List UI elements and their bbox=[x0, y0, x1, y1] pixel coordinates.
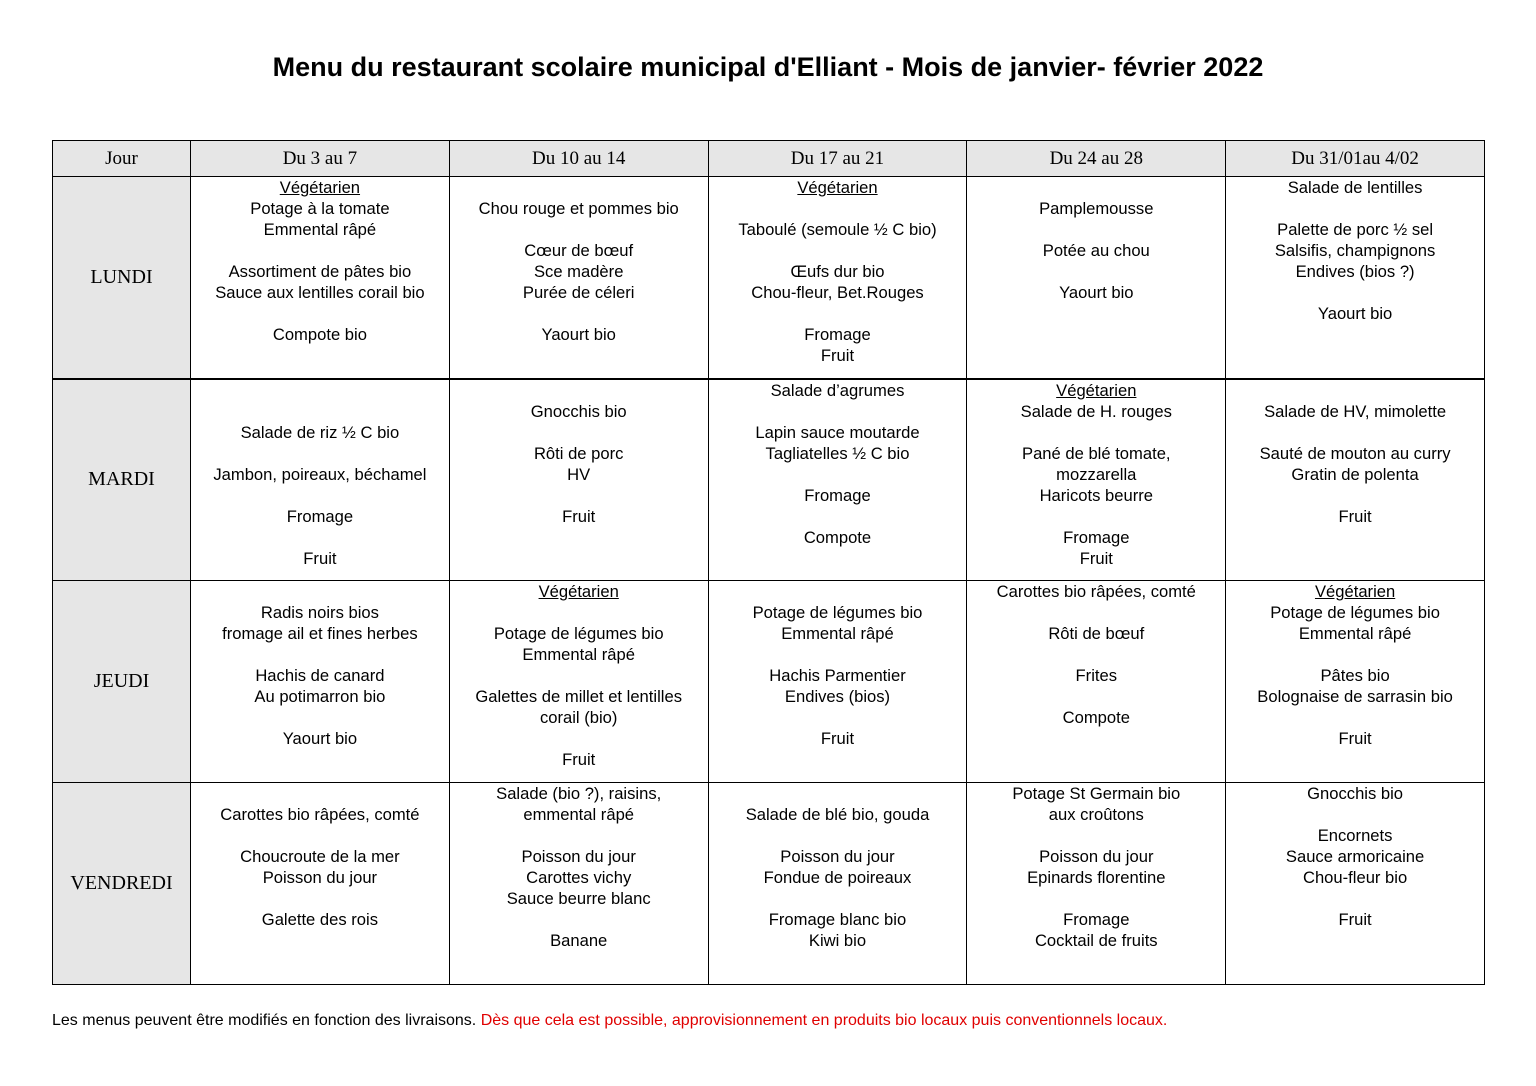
menu-line: Haricots beurre bbox=[1039, 485, 1153, 505]
menu-line: Rôti de bœuf bbox=[1048, 624, 1145, 643]
menu-line bbox=[709, 707, 967, 728]
vegetarian-label: Végétarien bbox=[797, 178, 878, 197]
menu-line: Cocktail de fruits bbox=[1034, 931, 1158, 950]
menu-line: Hachis Parmentier bbox=[769, 666, 906, 685]
menu-line bbox=[967, 888, 1225, 909]
menu-line bbox=[450, 219, 708, 240]
week-header: Du 31/01au 4/02 bbox=[1226, 141, 1485, 177]
menu-line: Fromage bbox=[1063, 910, 1130, 929]
menu-line bbox=[191, 825, 449, 846]
menu-line bbox=[709, 464, 967, 485]
menu-line: Potée au chou bbox=[1042, 241, 1150, 260]
menu-line: Yaourt bio bbox=[1317, 304, 1393, 323]
menu-line bbox=[709, 888, 967, 909]
menu-line: Potage de légumes bio bbox=[493, 624, 664, 643]
menu-line: Chou-fleur bio bbox=[1302, 868, 1408, 887]
menu-line: Cœur de bœuf bbox=[524, 241, 634, 260]
vegetarian-label: Végétarien bbox=[538, 582, 619, 601]
menu-line bbox=[191, 485, 449, 506]
menu-line: Jambon, poireaux, béchamel bbox=[213, 464, 427, 484]
menu-line: Compote bbox=[1062, 708, 1130, 727]
menu-cell bbox=[449, 177, 708, 379]
menu-line: Fruit bbox=[1079, 548, 1113, 568]
menu-line: Poisson du jour bbox=[262, 868, 378, 887]
menu-table bbox=[52, 140, 1485, 985]
week-header: Du 10 au 14 bbox=[449, 141, 708, 177]
week-header: Du 24 au 28 bbox=[967, 141, 1226, 177]
menu-line: Fruit bbox=[820, 729, 855, 748]
menu-line: Pamplemousse bbox=[1039, 199, 1154, 218]
menu-line: Pané de blé tomate, bbox=[1022, 443, 1171, 463]
menu-line: Emmental râpé bbox=[1298, 624, 1412, 643]
menu-line bbox=[1226, 707, 1484, 728]
menu-line: Potage St Germain bio bbox=[1012, 784, 1181, 803]
menu-line: Encornets bbox=[1317, 826, 1393, 845]
menu-line bbox=[709, 644, 967, 665]
menu-line bbox=[450, 728, 708, 749]
vegetarian-label: Végétarien bbox=[279, 178, 361, 197]
menu-line bbox=[967, 177, 1225, 198]
menu-line: Taboulé (semoule ½ C bio) bbox=[738, 220, 937, 239]
menu-line: Emmental râpé bbox=[263, 220, 377, 239]
menu-cell bbox=[1226, 581, 1485, 783]
menu-cell bbox=[967, 581, 1226, 783]
menu-line: Sce madère bbox=[533, 262, 624, 281]
menu-line bbox=[191, 707, 449, 728]
menu-line: Œufs dur bio bbox=[790, 262, 885, 281]
menu-line: Potage de légumes bio bbox=[1270, 603, 1440, 622]
menu-line: Fruit bbox=[562, 750, 596, 769]
menu-line: Carottes bio râpées, comté bbox=[996, 582, 1196, 601]
menu-line bbox=[967, 261, 1225, 282]
menu-line bbox=[450, 303, 708, 324]
menu-line: Compote bbox=[803, 527, 872, 547]
menu-cell bbox=[449, 379, 708, 581]
footer-note bbox=[52, 1012, 1167, 1030]
menu-line: mozzarella bbox=[1056, 464, 1137, 484]
menu-cell bbox=[191, 581, 450, 783]
menu-line: Fruit bbox=[1338, 729, 1372, 748]
menu-line bbox=[709, 506, 967, 527]
menu-line: Poisson du jour bbox=[1039, 847, 1154, 866]
menu-line bbox=[191, 240, 449, 261]
menu-line: Tagliatelles ½ C bio bbox=[765, 443, 910, 463]
menu-line: Radis noirs bios bbox=[260, 603, 379, 622]
menu-line: Sauce aux lentilles corail bio bbox=[215, 283, 425, 302]
menu-line: Endives (bios ?) bbox=[1295, 262, 1415, 281]
menu-line bbox=[191, 644, 449, 665]
menu-line: Emmental râpé bbox=[781, 624, 894, 643]
vegetarian-label: Végétarien bbox=[1314, 582, 1396, 601]
menu-line: Fromage bbox=[804, 485, 871, 505]
menu-line: Rôti de porc bbox=[533, 443, 624, 463]
menu-line bbox=[450, 422, 708, 443]
menu-line: Carottes bio râpées, comté bbox=[220, 805, 420, 824]
menu-line: Salade de blé bio, gouda bbox=[745, 805, 930, 824]
menu-line: fromage ail et fines herbes bbox=[222, 624, 418, 643]
menu-line bbox=[450, 665, 708, 686]
menu-line bbox=[967, 644, 1225, 665]
menu-cell bbox=[449, 581, 708, 783]
menu-line: Fondue de poireaux bbox=[763, 868, 912, 887]
menu-line: Sauté de mouton au curry bbox=[1259, 443, 1451, 463]
menu-line: Gratin de polenta bbox=[1291, 464, 1419, 484]
menu-line bbox=[709, 401, 967, 422]
menu-cell bbox=[1226, 177, 1485, 379]
day-row bbox=[53, 379, 1485, 581]
menu-line bbox=[967, 219, 1225, 240]
menu-line bbox=[709, 240, 967, 261]
menu-line: Fromage bbox=[286, 506, 354, 526]
menu-line bbox=[709, 303, 967, 324]
page-title: Menu du restaurant scolaire municipal d'Elliant - Mois de janvier- février 2022 bbox=[272, 52, 1264, 82]
footer-text: Les menus peuvent être modifiés en fonction des livraisons. bbox=[52, 1012, 481, 1029]
menu-line bbox=[450, 909, 708, 930]
menu-line bbox=[1226, 422, 1484, 443]
menu-line: Fruit bbox=[303, 548, 337, 568]
menu-line: Frites bbox=[1075, 666, 1118, 685]
menu-cell bbox=[967, 177, 1226, 379]
menu-line bbox=[450, 825, 708, 846]
menu-line: Assortiment de pâtes bio bbox=[228, 262, 412, 281]
menu-line: Sauce beurre blanc bbox=[506, 889, 651, 908]
menu-line: aux croûtons bbox=[1048, 805, 1144, 824]
menu-line: Hachis de canard bbox=[255, 666, 385, 685]
menu-line bbox=[709, 581, 967, 602]
menu-line: Gnocchis bio bbox=[1307, 784, 1404, 803]
header-row bbox=[53, 141, 1485, 177]
menu-cell bbox=[967, 379, 1226, 581]
menu-line: Sauce armoricaine bbox=[1285, 847, 1425, 866]
menu-line bbox=[709, 198, 967, 219]
menu-line bbox=[1226, 282, 1484, 303]
menu-line bbox=[967, 825, 1225, 846]
menu-line bbox=[1226, 198, 1484, 219]
menu-cell bbox=[191, 177, 450, 379]
menu-line: Chou rouge et pommes bio bbox=[478, 199, 679, 218]
menu-line: Salade de H. rouges bbox=[1020, 401, 1172, 421]
menu-cell bbox=[191, 783, 450, 985]
menu-line bbox=[191, 888, 449, 909]
menu-line: Fruit bbox=[820, 346, 855, 365]
menu-line bbox=[967, 602, 1225, 623]
day-label: LUNDI bbox=[53, 177, 191, 379]
menu-line: Salade (bio ?), raisins, bbox=[496, 784, 662, 803]
vegetarian-label: Végétarien bbox=[1056, 380, 1137, 400]
menu-line: Gnocchis bio bbox=[530, 401, 627, 421]
menu-line: Potage à la tomate bbox=[250, 199, 390, 218]
menu-line: Fromage bbox=[804, 325, 871, 344]
menu-line: Epinards florentine bbox=[1027, 868, 1166, 887]
menu-cell bbox=[708, 177, 967, 379]
menu-line: Yaourt bio bbox=[541, 325, 616, 344]
menu-line: Salade de lentilles bbox=[1287, 178, 1423, 197]
menu-line: Salade de HV, mimolette bbox=[1264, 401, 1447, 421]
menu-cell bbox=[708, 783, 967, 985]
menu-line: Emmental râpé bbox=[522, 645, 635, 664]
day-label: MARDI bbox=[53, 379, 191, 581]
menu-line bbox=[967, 686, 1225, 707]
footer-red-text: Dès que cela est possible, approvisionnement en produits bio locaux puis conventionnels locaux. bbox=[480, 1012, 1168, 1029]
menu-line: Salade de riz ½ C bio bbox=[240, 422, 400, 442]
menu-line: Banane bbox=[550, 931, 608, 950]
menu-cell bbox=[967, 783, 1226, 985]
menu-line: Salade d’agrumes bbox=[770, 380, 905, 400]
menu-cell bbox=[708, 581, 967, 783]
menu-line bbox=[191, 527, 449, 548]
menu-line bbox=[1226, 644, 1484, 665]
menu-line: Galette des rois bbox=[261, 910, 378, 929]
menu-line: Chou-fleur, Bet.Rouges bbox=[751, 283, 924, 302]
menu-line: Salsifis, champignons bbox=[1274, 241, 1436, 260]
menu-line bbox=[967, 422, 1225, 443]
menu-line bbox=[1226, 380, 1484, 401]
menu-line: Yaourt bio bbox=[1059, 283, 1134, 302]
menu-line: Fruit bbox=[1338, 910, 1372, 929]
menu-line: Bolognaise de sarrasin bio bbox=[1257, 687, 1453, 706]
day-row bbox=[53, 783, 1485, 985]
menu-line bbox=[709, 825, 967, 846]
week-header: Du 3 au 7 bbox=[191, 141, 450, 177]
menu-line: corail (bio) bbox=[539, 708, 618, 727]
menu-cell bbox=[191, 379, 450, 581]
day-row bbox=[53, 177, 1485, 379]
menu-line: Pâtes bio bbox=[1320, 666, 1390, 685]
menu-line: Carottes vichy bbox=[526, 868, 632, 887]
menu-cell bbox=[708, 379, 967, 581]
menu-line bbox=[191, 401, 449, 422]
menu-cell bbox=[1226, 783, 1485, 985]
menu-line bbox=[450, 177, 708, 198]
menu-line bbox=[191, 380, 449, 401]
menu-line bbox=[191, 581, 449, 602]
menu-line: Purée de céleri bbox=[522, 283, 635, 302]
menu-line: Palette de porc ½ sel bbox=[1277, 220, 1434, 239]
menu-line: Fruit bbox=[1338, 506, 1372, 526]
menu-line bbox=[450, 602, 708, 623]
day-column-header: Jour bbox=[53, 141, 191, 177]
menu-line bbox=[1226, 888, 1484, 909]
day-label: JEUDI bbox=[53, 581, 191, 783]
week-header: Du 17 au 21 bbox=[708, 141, 967, 177]
day-label: VENDREDI bbox=[53, 783, 191, 985]
menu-line: Compote bio bbox=[272, 325, 367, 344]
menu-line: Au potimarron bio bbox=[254, 687, 386, 706]
menu-cell bbox=[1226, 379, 1485, 581]
menu-line: Potage de légumes bio bbox=[752, 603, 923, 622]
menu-line: Yaourt bio bbox=[282, 729, 358, 748]
menu-line: Kiwi bio bbox=[808, 931, 867, 950]
menu-cell bbox=[449, 783, 708, 985]
menu-line: Poisson du jour bbox=[521, 847, 636, 866]
menu-line: Endives (bios) bbox=[784, 687, 891, 706]
menu-line: Lapin sauce moutarde bbox=[755, 422, 920, 442]
menu-line bbox=[967, 506, 1225, 527]
day-row bbox=[53, 581, 1485, 783]
menu-line: Galettes de millet et lentilles bbox=[475, 687, 682, 706]
menu-line: emmental râpé bbox=[523, 805, 635, 824]
menu-line: HV bbox=[567, 464, 591, 484]
menu-line bbox=[450, 380, 708, 401]
menu-line bbox=[450, 485, 708, 506]
menu-line: Fromage blanc bio bbox=[768, 910, 907, 929]
menu-line bbox=[191, 783, 449, 804]
menu-line: Choucroute de la mer bbox=[240, 847, 400, 866]
menu-line bbox=[1226, 485, 1484, 506]
menu-line bbox=[191, 443, 449, 464]
menu-line bbox=[709, 783, 967, 804]
menu-line: Poisson du jour bbox=[780, 847, 895, 866]
menu-line: Fruit bbox=[562, 506, 596, 526]
menu-line bbox=[1226, 804, 1484, 825]
menu-line bbox=[191, 303, 449, 324]
menu-line: Fromage bbox=[1063, 527, 1130, 547]
